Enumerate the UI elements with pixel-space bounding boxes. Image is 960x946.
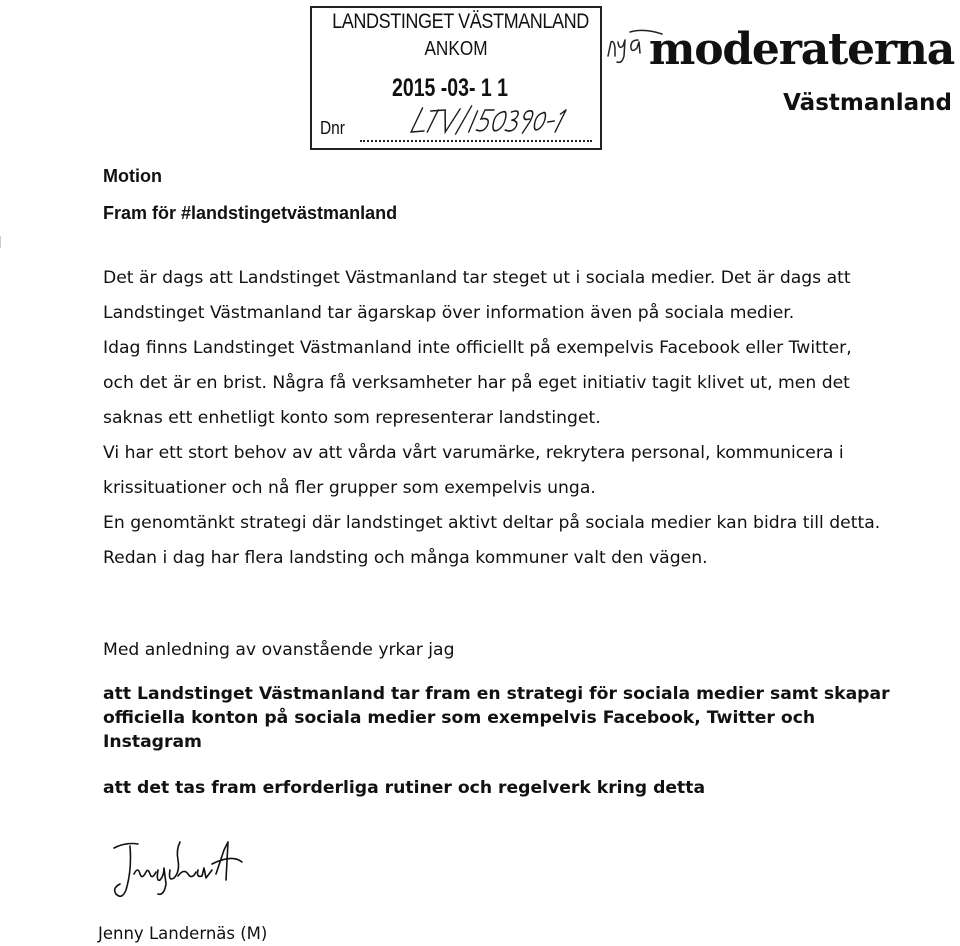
body-line: En genomtänkt strategi där landstinget aktivt deltar på sociala medier kan bidra till detta. (103, 513, 881, 533)
logo-moderaterna: moderaterna (648, 24, 954, 75)
body-line: Redan i dag har flera landsting och många kommuner valt den vägen. (103, 548, 708, 568)
request-intro: Med anledning av ovanstående yrkar jag (103, 640, 455, 660)
motion-clause: att det tas fram erforderliga rutiner och regelverk kring detta (103, 778, 706, 798)
logo-region: Västmanland (783, 90, 952, 116)
body-line: Landstinget Västmanland tar ägarskap över information även på sociala medier. (103, 303, 795, 323)
registration-stamp (310, 6, 602, 150)
body-line: Vi har ett stort behov av att vårda vårt varumärke, rekrytera personal, kommunicera i (103, 443, 844, 463)
stamp-status: ANKOM (424, 38, 488, 60)
body-line: saknas ett enhetligt konto som representerar landstinget. (103, 408, 601, 428)
stamp-dnr-handwritten (405, 102, 577, 142)
stamp-dnr-label: Dnr (320, 118, 345, 138)
body-line: Det är dags att Landstinget Västmanland tar steget ut i sociala medier. Det är dags att (103, 268, 851, 288)
body-line: krissituationer och nå fler grupper som exempelvis unga. (103, 478, 596, 498)
document-type: Motion (103, 166, 162, 186)
motion-clause: Instagram (103, 732, 202, 752)
signer-name: Jenny Landernäs (M) (98, 924, 268, 943)
handwritten-signature (108, 830, 288, 914)
body-line: och det är en brist. Några få verksamheter har på eget initiativ tagit klivet ut, men det (103, 373, 850, 393)
stamp-organization: LANDSTINGET VÄSTMANLAND (332, 10, 589, 33)
stamp-date: 2015 -03- 1 1 (392, 74, 509, 102)
motion-clause: officiella konton på sociala medier som exempelvis Facebook, Twitter och (103, 708, 816, 728)
motion-clause: att Landstinget Västmanland tar fram en strategi för sociala medier samt skapar (103, 684, 890, 704)
body-line: Idag finns Landstinget Västmanland inte officiellt på exempelvis Facebook eller Twitter, (103, 338, 852, 358)
scan-edge-mark (0, 236, 1, 248)
document-title: Fram för #landstingetvästmanland (103, 203, 398, 223)
